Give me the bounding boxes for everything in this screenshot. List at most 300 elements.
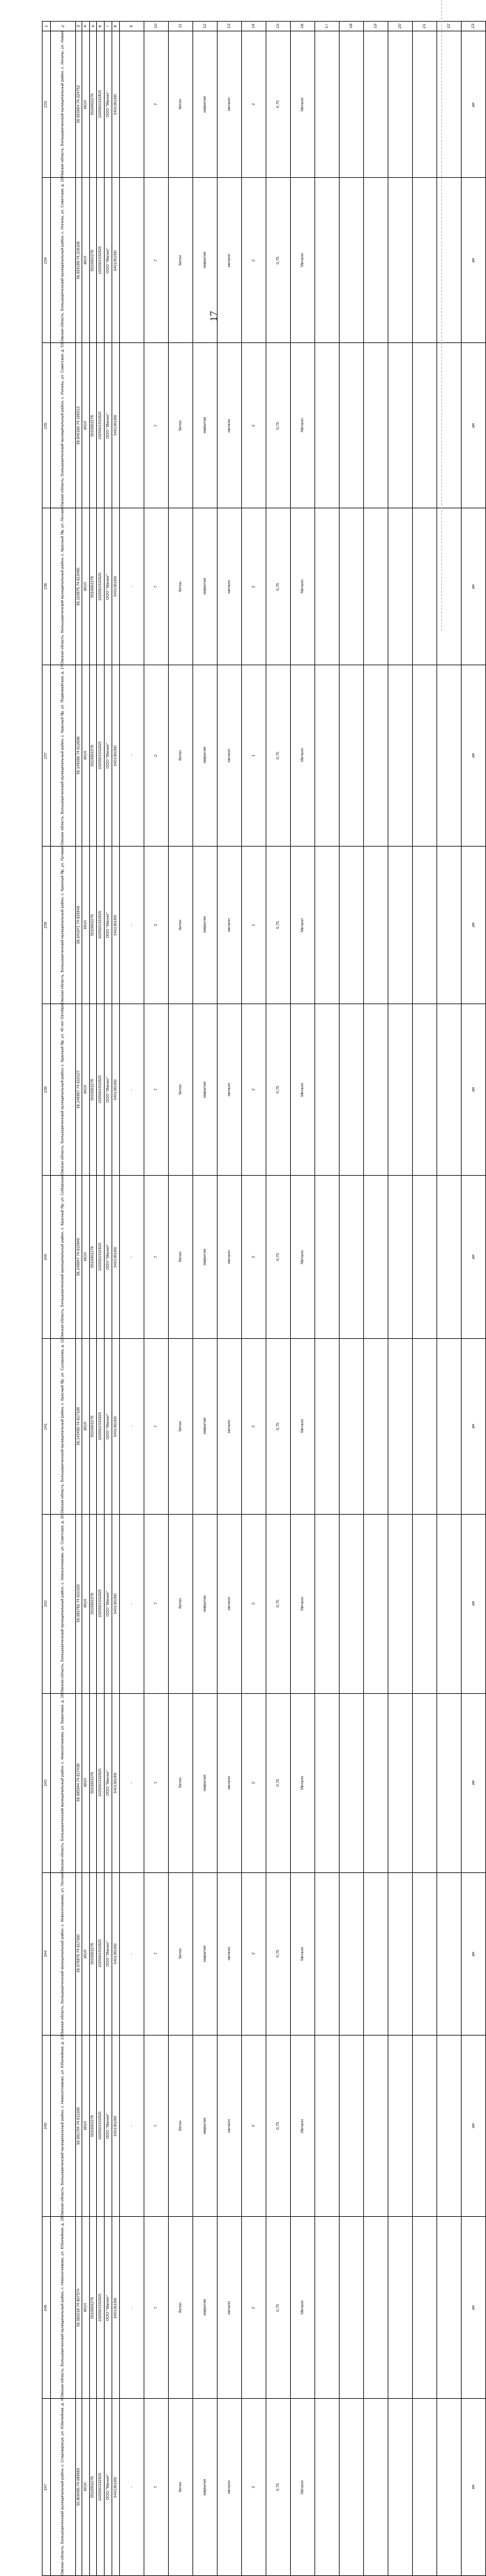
table-cell-phone xyxy=(112,1514,120,1693)
table-cell-coords xyxy=(76,2035,82,2217)
cell-text: 0,75 xyxy=(275,2483,280,2492)
cell-text: ООО "Магнит" xyxy=(105,742,110,768)
table-cell-c18 xyxy=(340,1339,364,1514)
table-cell-inn xyxy=(90,665,97,847)
table-cell-c17 xyxy=(315,1693,340,1872)
cell-text: Металл xyxy=(300,1596,305,1611)
cell-text: 1025501532825 xyxy=(98,2294,102,2322)
cell-text: 56.585944 74.617439 xyxy=(76,1764,81,1802)
table-cell-phone xyxy=(112,2035,120,2217)
table-cell-org xyxy=(105,1514,112,1693)
table-cell-c15 xyxy=(266,343,291,508)
table-cell-inn xyxy=(90,508,97,665)
table-cell-c13 xyxy=(218,31,242,178)
cell-text: бетон xyxy=(178,1084,183,1095)
cell-text: 54013618I0 xyxy=(113,2476,118,2498)
header-number: 16 xyxy=(301,24,305,29)
cell-text: 56.576876 74.617160 xyxy=(76,1934,81,1973)
cell-text: 7 xyxy=(153,1425,158,1427)
header-cell xyxy=(51,22,76,31)
table-cell-inn xyxy=(90,1872,97,2035)
cell-text: закрытая xyxy=(202,2117,207,2135)
table-cell-c19 xyxy=(364,178,388,343)
cell-text: 54013618I0 xyxy=(113,1593,118,1614)
table-cell-num xyxy=(43,31,51,178)
table-cell-c14 xyxy=(242,2217,266,2399)
table-cell-c9 xyxy=(120,665,144,847)
cell-text: ООО "Магнит" xyxy=(105,911,110,939)
table-cell-c22 xyxy=(437,2399,462,2576)
table-cell-c18 xyxy=(340,1514,364,1693)
cell-text: Металл xyxy=(300,1082,305,1097)
table-cell-c21 xyxy=(413,2035,437,2217)
table-cell-c19 xyxy=(364,1339,388,1514)
header-number: 12 xyxy=(203,24,207,29)
table-cell-ogrn xyxy=(97,1176,105,1339)
page-number: 17 xyxy=(208,311,220,321)
table-cell-type xyxy=(82,1339,90,1514)
header-number: 20 xyxy=(398,24,402,29)
header-cell xyxy=(340,22,364,31)
table-cell-c21 xyxy=(413,508,437,665)
table-cell-type xyxy=(82,1693,90,1872)
table-cell-c21 xyxy=(413,1004,437,1176)
table-cell-c20 xyxy=(388,343,413,508)
table-cell-c14 xyxy=(242,31,266,178)
cell-text: закрытая xyxy=(202,96,207,113)
header-row xyxy=(43,22,486,31)
table-cell-c19 xyxy=(364,31,388,178)
table-cell-c13 xyxy=(218,1693,242,1872)
cell-text: металл xyxy=(227,253,231,267)
table-cell-num xyxy=(43,2035,51,2217)
cell-text: 2 xyxy=(251,1425,256,1427)
cell-text: металл xyxy=(227,2119,231,2133)
cell-text: 55.809485 74.089565 xyxy=(76,2468,81,2506)
table-cell-org xyxy=(105,846,112,1004)
header-cell xyxy=(437,22,462,31)
cell-text: металл xyxy=(227,579,231,593)
cell-text: 7 xyxy=(153,1782,158,1785)
table-cell-c20 xyxy=(388,1872,413,2035)
cell-text: закрытая xyxy=(202,1774,207,1791)
cell-text: КЮЛ xyxy=(83,1422,88,1431)
cell-text: 1025501532825 xyxy=(98,1768,102,1797)
cell-text: 235 xyxy=(44,422,49,429)
table-cell-c11 xyxy=(169,178,193,343)
table-cell-c11 xyxy=(169,2399,193,2576)
table-cell-c16 xyxy=(291,1693,315,1872)
table-cell-c12 xyxy=(193,1693,218,1872)
cell-text: металл xyxy=(227,418,231,432)
table-cell-inn xyxy=(90,1693,97,1872)
header-number: 2 xyxy=(61,24,66,28)
cell-text: ООО "Магнит" xyxy=(105,573,110,600)
cell-text: 1025501532825 xyxy=(98,2112,102,2140)
table-cell-c20 xyxy=(388,1514,413,1693)
cell-text: 2 xyxy=(251,259,256,262)
table-cell-c10 xyxy=(144,178,169,343)
table-cell-c22 xyxy=(437,343,462,508)
header-number: 15 xyxy=(276,24,280,29)
cell-text: 1025501532825 xyxy=(98,1412,102,1441)
cell-text: Металл xyxy=(300,2119,305,2133)
table-cell-c21 xyxy=(413,343,437,508)
cell-text: Омская область, Большереченский муниципальный район, с. Новоситниково, ул. Юбилейная, д. 18 xyxy=(61,2217,66,2399)
table-cell-type xyxy=(82,1176,90,1339)
header-cell xyxy=(218,22,242,31)
table-cell-type xyxy=(82,665,90,847)
table-cell-c21 xyxy=(413,31,437,178)
table-cell-c15 xyxy=(266,1176,291,1339)
cell-text: 5510002276 xyxy=(91,249,96,271)
cell-text: 1025501532825 xyxy=(98,1589,102,1618)
table-cell-c22 xyxy=(437,1004,462,1176)
cell-text: 56.581704 74.611168 xyxy=(76,2107,81,2145)
table-cell-c19 xyxy=(364,343,388,508)
cell-text: КЮЛ xyxy=(83,2483,88,2492)
cell-text: закрытая xyxy=(202,1418,207,1435)
table-cell-org xyxy=(105,31,112,178)
table-cell-address xyxy=(51,508,76,665)
table-cell-c15 xyxy=(266,665,291,847)
table-cell-phone xyxy=(112,2399,120,2576)
table-cell-org xyxy=(105,2217,112,2399)
table-cell-c22 xyxy=(437,846,462,1004)
cell-text: 54013618I0 xyxy=(113,1246,118,1268)
cell-text: Металл xyxy=(300,2301,305,2315)
cell-text: - xyxy=(129,1603,134,1605)
table-cell-c20 xyxy=(388,2217,413,2399)
table-cell-c11 xyxy=(169,1514,193,1693)
cell-text: бетон xyxy=(178,750,183,761)
cell-text: 233 xyxy=(44,101,49,108)
table-cell-c12 xyxy=(193,1004,218,1176)
table-cell-c23 xyxy=(462,1693,486,1872)
table-cell-c16 xyxy=(291,1872,315,2035)
cell-text: Омская область, Большереченский муниципальный район, с. Ингалы, ул. Советская, д. 10 xyxy=(61,178,66,343)
cell-text: бетон xyxy=(178,255,183,266)
table-cell-org xyxy=(105,1872,112,2035)
table-cell-inn xyxy=(90,343,97,508)
table-cell-c17 xyxy=(315,2399,340,2576)
table-cell-num xyxy=(43,1339,51,1514)
table-cell-c15 xyxy=(266,1693,291,1872)
table-row xyxy=(43,2399,486,2576)
header-cell xyxy=(266,22,291,31)
table-cell-type xyxy=(82,178,90,343)
cell-text: Металл xyxy=(300,918,305,932)
table-cell-c23 xyxy=(462,178,486,343)
cell-text: Омская область, Большереченский муниципальный район, с. Красный Яр, ул. 40 лет Октября xyxy=(61,1004,66,1176)
cell-text: да xyxy=(471,1601,476,1606)
cell-text: КЮЛ xyxy=(83,582,88,591)
table-cell-c9 xyxy=(120,846,144,1004)
table-cell-c19 xyxy=(364,846,388,1004)
table-cell-c10 xyxy=(144,1004,169,1176)
table-row xyxy=(43,31,486,178)
cell-text: 54013618I0 xyxy=(113,415,118,437)
table-cell-c23 xyxy=(462,665,486,847)
table-cell-c20 xyxy=(388,846,413,1004)
table-cell-c12 xyxy=(193,846,218,1004)
table-cell-c9 xyxy=(120,508,144,665)
table-cell-coords xyxy=(76,846,82,1004)
cell-text: 0,75 xyxy=(275,1422,280,1430)
table-cell-phone xyxy=(112,1872,120,2035)
cell-text: 1 xyxy=(251,923,256,926)
cell-text: КЮЛ xyxy=(83,1252,88,1262)
table-cell-c20 xyxy=(388,1176,413,1339)
table-cell-c22 xyxy=(437,2035,462,2217)
table-cell-c15 xyxy=(266,1339,291,1514)
table-cell-c17 xyxy=(315,508,340,665)
cell-text: 0,75 xyxy=(275,1950,280,1958)
table-cell-c19 xyxy=(364,1176,388,1339)
table-cell-c13 xyxy=(218,1872,242,2035)
cell-text: 1025501532825 xyxy=(98,572,102,601)
table-cell-c14 xyxy=(242,1693,266,1872)
table-cell-c12 xyxy=(193,1339,218,1514)
cell-text: 2 xyxy=(251,1089,256,1091)
cell-text: Омская область, Большереченский муниципальный район, с. Ингалы, ул. Новая xyxy=(61,31,66,178)
table-cell-coords xyxy=(76,1514,82,1693)
cell-text: 2 xyxy=(251,424,256,427)
table-cell-type xyxy=(82,508,90,665)
cell-text: 54013618I0 xyxy=(113,576,118,597)
table-row xyxy=(43,1693,486,1872)
table-cell-address xyxy=(51,31,76,178)
table-cell-type xyxy=(82,1004,90,1176)
cell-text: 240 xyxy=(44,1253,49,1261)
table-cell-c14 xyxy=(242,665,266,847)
table-cell-c20 xyxy=(388,2399,413,2576)
header-cell xyxy=(90,22,97,31)
cell-text: 54013618I0 xyxy=(113,2297,118,2319)
table-cell-inn xyxy=(90,2399,97,2576)
cell-text: Омская область, Большереченский муниципальный район, с. Новоситниково, ул. Лесная xyxy=(61,1872,66,2035)
cell-text: 0,75 xyxy=(275,751,280,759)
table-cell-c19 xyxy=(364,1872,388,2035)
cell-text: 247 xyxy=(44,2483,49,2491)
table-cell-c13 xyxy=(218,178,242,343)
cell-text: 238 xyxy=(44,921,49,929)
cell-text: 5510002276 xyxy=(91,744,96,766)
cell-text: 5510002276 xyxy=(91,1246,96,1268)
cell-text: да xyxy=(471,102,476,107)
cell-text: 5510002276 xyxy=(91,2296,96,2319)
table-cell-c10 xyxy=(144,1872,169,2035)
table-cell-c19 xyxy=(364,2035,388,2217)
cell-text: - xyxy=(129,1256,134,1258)
table-cell-c20 xyxy=(388,665,413,847)
table-cell-c16 xyxy=(291,846,315,1004)
table-cell-num xyxy=(43,2399,51,2576)
header-number: 18 xyxy=(349,24,354,29)
table-cell-c11 xyxy=(169,1872,193,2035)
table-cell-c14 xyxy=(242,1176,266,1339)
cell-text: 1025501532825 xyxy=(98,911,102,939)
table-cell-ogrn xyxy=(97,343,105,508)
table-cell-c14 xyxy=(242,2399,266,2576)
table-cell-c15 xyxy=(266,178,291,343)
table-cell-c10 xyxy=(144,1693,169,1872)
cell-text: - xyxy=(129,586,134,588)
table-cell-c10 xyxy=(144,2399,169,2576)
table-cell-c21 xyxy=(413,665,437,847)
cell-text: 237 xyxy=(44,752,49,759)
table-cell-c22 xyxy=(437,1339,462,1514)
table-cell-ogrn xyxy=(97,1514,105,1693)
table-cell-c22 xyxy=(437,31,462,178)
cell-text: закрытая xyxy=(202,747,207,764)
cell-text: 7 xyxy=(153,585,158,588)
cell-text: - xyxy=(129,755,134,757)
cell-text: 1025501532825 xyxy=(98,90,102,119)
cell-text: Омская область, Большереченский муниципальный район, с. Новоситниково, ул. Юбилейная, д. 13 xyxy=(61,2035,66,2217)
table-cell-c12 xyxy=(193,1514,218,1693)
table-cell-c20 xyxy=(388,1004,413,1176)
cell-text: закрытая xyxy=(202,2478,207,2496)
table-cell-phone xyxy=(112,2217,120,2399)
cell-text: 54013618I0 xyxy=(113,1416,118,1437)
table-cell-c21 xyxy=(413,178,437,343)
cell-text: Омская область, Большереченский муниципальный район, с. Красный Яр, ул. Луговая xyxy=(61,846,66,1004)
table-cell-c16 xyxy=(291,1339,315,1514)
table-cell-c23 xyxy=(462,31,486,178)
table-cell-c21 xyxy=(413,2217,437,2399)
cell-text: 56.645160 74.199313 xyxy=(76,407,81,445)
cell-text: бетон xyxy=(178,2121,183,2131)
table-row xyxy=(43,1004,486,1176)
table-cell-address xyxy=(51,1872,76,2035)
table-cell-inn xyxy=(90,1514,97,1693)
header-cell xyxy=(242,22,266,31)
table-row xyxy=(43,846,486,1004)
table-cell-c17 xyxy=(315,2035,340,2217)
cell-text: 1025501532825 xyxy=(98,411,102,440)
cell-text: бетон xyxy=(178,2482,183,2492)
cell-text: 2 xyxy=(251,1782,256,1785)
cell-text: 2 xyxy=(251,2306,256,2309)
table-cell-c15 xyxy=(266,1514,291,1693)
cell-text: ООО "Магнит" xyxy=(105,1076,110,1103)
table-cell-c9 xyxy=(120,1176,144,1339)
table-cell-c11 xyxy=(169,1004,193,1176)
header-cell xyxy=(291,22,315,31)
cell-text: 56.582218 74.607374 xyxy=(76,2289,81,2327)
cell-text: Омская область, Большереченский муниципальный район, с. Новоситниково, ул. Советская, д. 20 xyxy=(61,1514,66,1693)
cell-text: Металл xyxy=(300,748,305,763)
table-cell-c14 xyxy=(242,2035,266,2217)
cell-text: бетон xyxy=(178,2302,183,2313)
cell-text: бетон xyxy=(178,1778,183,1788)
cell-text: - xyxy=(129,1425,134,1427)
header-cell xyxy=(462,22,486,31)
cell-text: 7 xyxy=(153,2486,158,2489)
table-cell-c22 xyxy=(437,1872,462,2035)
cell-text: металл xyxy=(227,1250,231,1264)
table-cell-coords xyxy=(76,1004,82,1176)
cell-text: закрытая xyxy=(202,1248,207,1266)
table-cell-c9 xyxy=(120,2035,144,2217)
table-cell-c17 xyxy=(315,665,340,847)
cell-text: да xyxy=(471,2485,476,2490)
table-cell-c11 xyxy=(169,1176,193,1339)
table-cell-c16 xyxy=(291,1004,315,1176)
table-cell-c9 xyxy=(120,343,144,508)
table-cell-c22 xyxy=(437,1176,462,1339)
table-cell-c13 xyxy=(218,2217,242,2399)
cell-text: КЮЛ xyxy=(83,100,88,109)
header-number: 21 xyxy=(423,24,427,29)
table-cell-c18 xyxy=(340,2399,364,2576)
table-cell-inn xyxy=(90,178,97,343)
cell-text: металл xyxy=(227,918,231,932)
table-cell-coords xyxy=(76,508,82,665)
table-cell-c14 xyxy=(242,1004,266,1176)
table-cell-org xyxy=(105,178,112,343)
header-number: 22 xyxy=(447,24,451,29)
cell-text: Металл xyxy=(300,1250,305,1264)
table-cell-c14 xyxy=(242,1339,266,1514)
cell-text: 54013618I0 xyxy=(113,2115,118,2137)
cell-text: - xyxy=(129,1089,134,1091)
table-cell-num xyxy=(43,1514,51,1693)
table-cell-c10 xyxy=(144,665,169,847)
cell-text: Омская область, Большереченский муниципальный район, с. Красный Яр, ул. Лесная xyxy=(61,508,66,665)
cell-text: КЮЛ xyxy=(83,1949,88,1958)
table-cell-c22 xyxy=(437,508,462,665)
cell-text: металл xyxy=(227,98,231,112)
table-cell-coords xyxy=(76,1872,82,2035)
cell-text: Омская область, Большереченский муниципальный район, с. Красный Яр, ул. Сибирская xyxy=(61,1176,66,1339)
table-row xyxy=(43,1872,486,2035)
cell-text: 1025501532825 xyxy=(98,1075,102,1104)
cell-text: Металл xyxy=(300,97,305,112)
table-cell-c17 xyxy=(315,2217,340,2399)
table-cell-type xyxy=(82,846,90,1004)
cell-text: да xyxy=(471,1087,476,1092)
cell-text: 5510002276 xyxy=(91,1079,96,1101)
table-cell-c20 xyxy=(388,508,413,665)
table-cell-c11 xyxy=(169,2217,193,2399)
table-cell-phone xyxy=(112,1176,120,1339)
header-number: 1 xyxy=(44,24,49,28)
table-cell-c9 xyxy=(120,2399,144,2576)
cell-text: 0,75 xyxy=(275,100,280,109)
table-cell-coords xyxy=(76,1339,82,1514)
table-cell-c12 xyxy=(193,31,218,178)
cell-text: 7 xyxy=(153,1089,158,1091)
cell-text: ООО "Магнит" xyxy=(105,1413,110,1439)
table-cell-c14 xyxy=(242,1872,266,2035)
table-cell-c19 xyxy=(364,1514,388,1693)
cell-text: 1025501532825 xyxy=(98,1243,102,1271)
cell-text: бетон xyxy=(178,99,183,110)
cell-text: 5510002276 xyxy=(91,1943,96,1965)
cell-text: Металл xyxy=(300,418,305,433)
cell-text: бетон xyxy=(178,420,183,431)
table-cell-c23 xyxy=(462,1872,486,2035)
table-cell-ogrn xyxy=(97,31,105,178)
cell-text: КЮЛ xyxy=(83,2121,88,2130)
table-cell-address xyxy=(51,2217,76,2399)
table-cell-c15 xyxy=(266,31,291,178)
table-cell-c18 xyxy=(340,31,364,178)
table-cell-c17 xyxy=(315,1514,340,1693)
cell-text: ООО "Магнит" xyxy=(105,1243,110,1271)
